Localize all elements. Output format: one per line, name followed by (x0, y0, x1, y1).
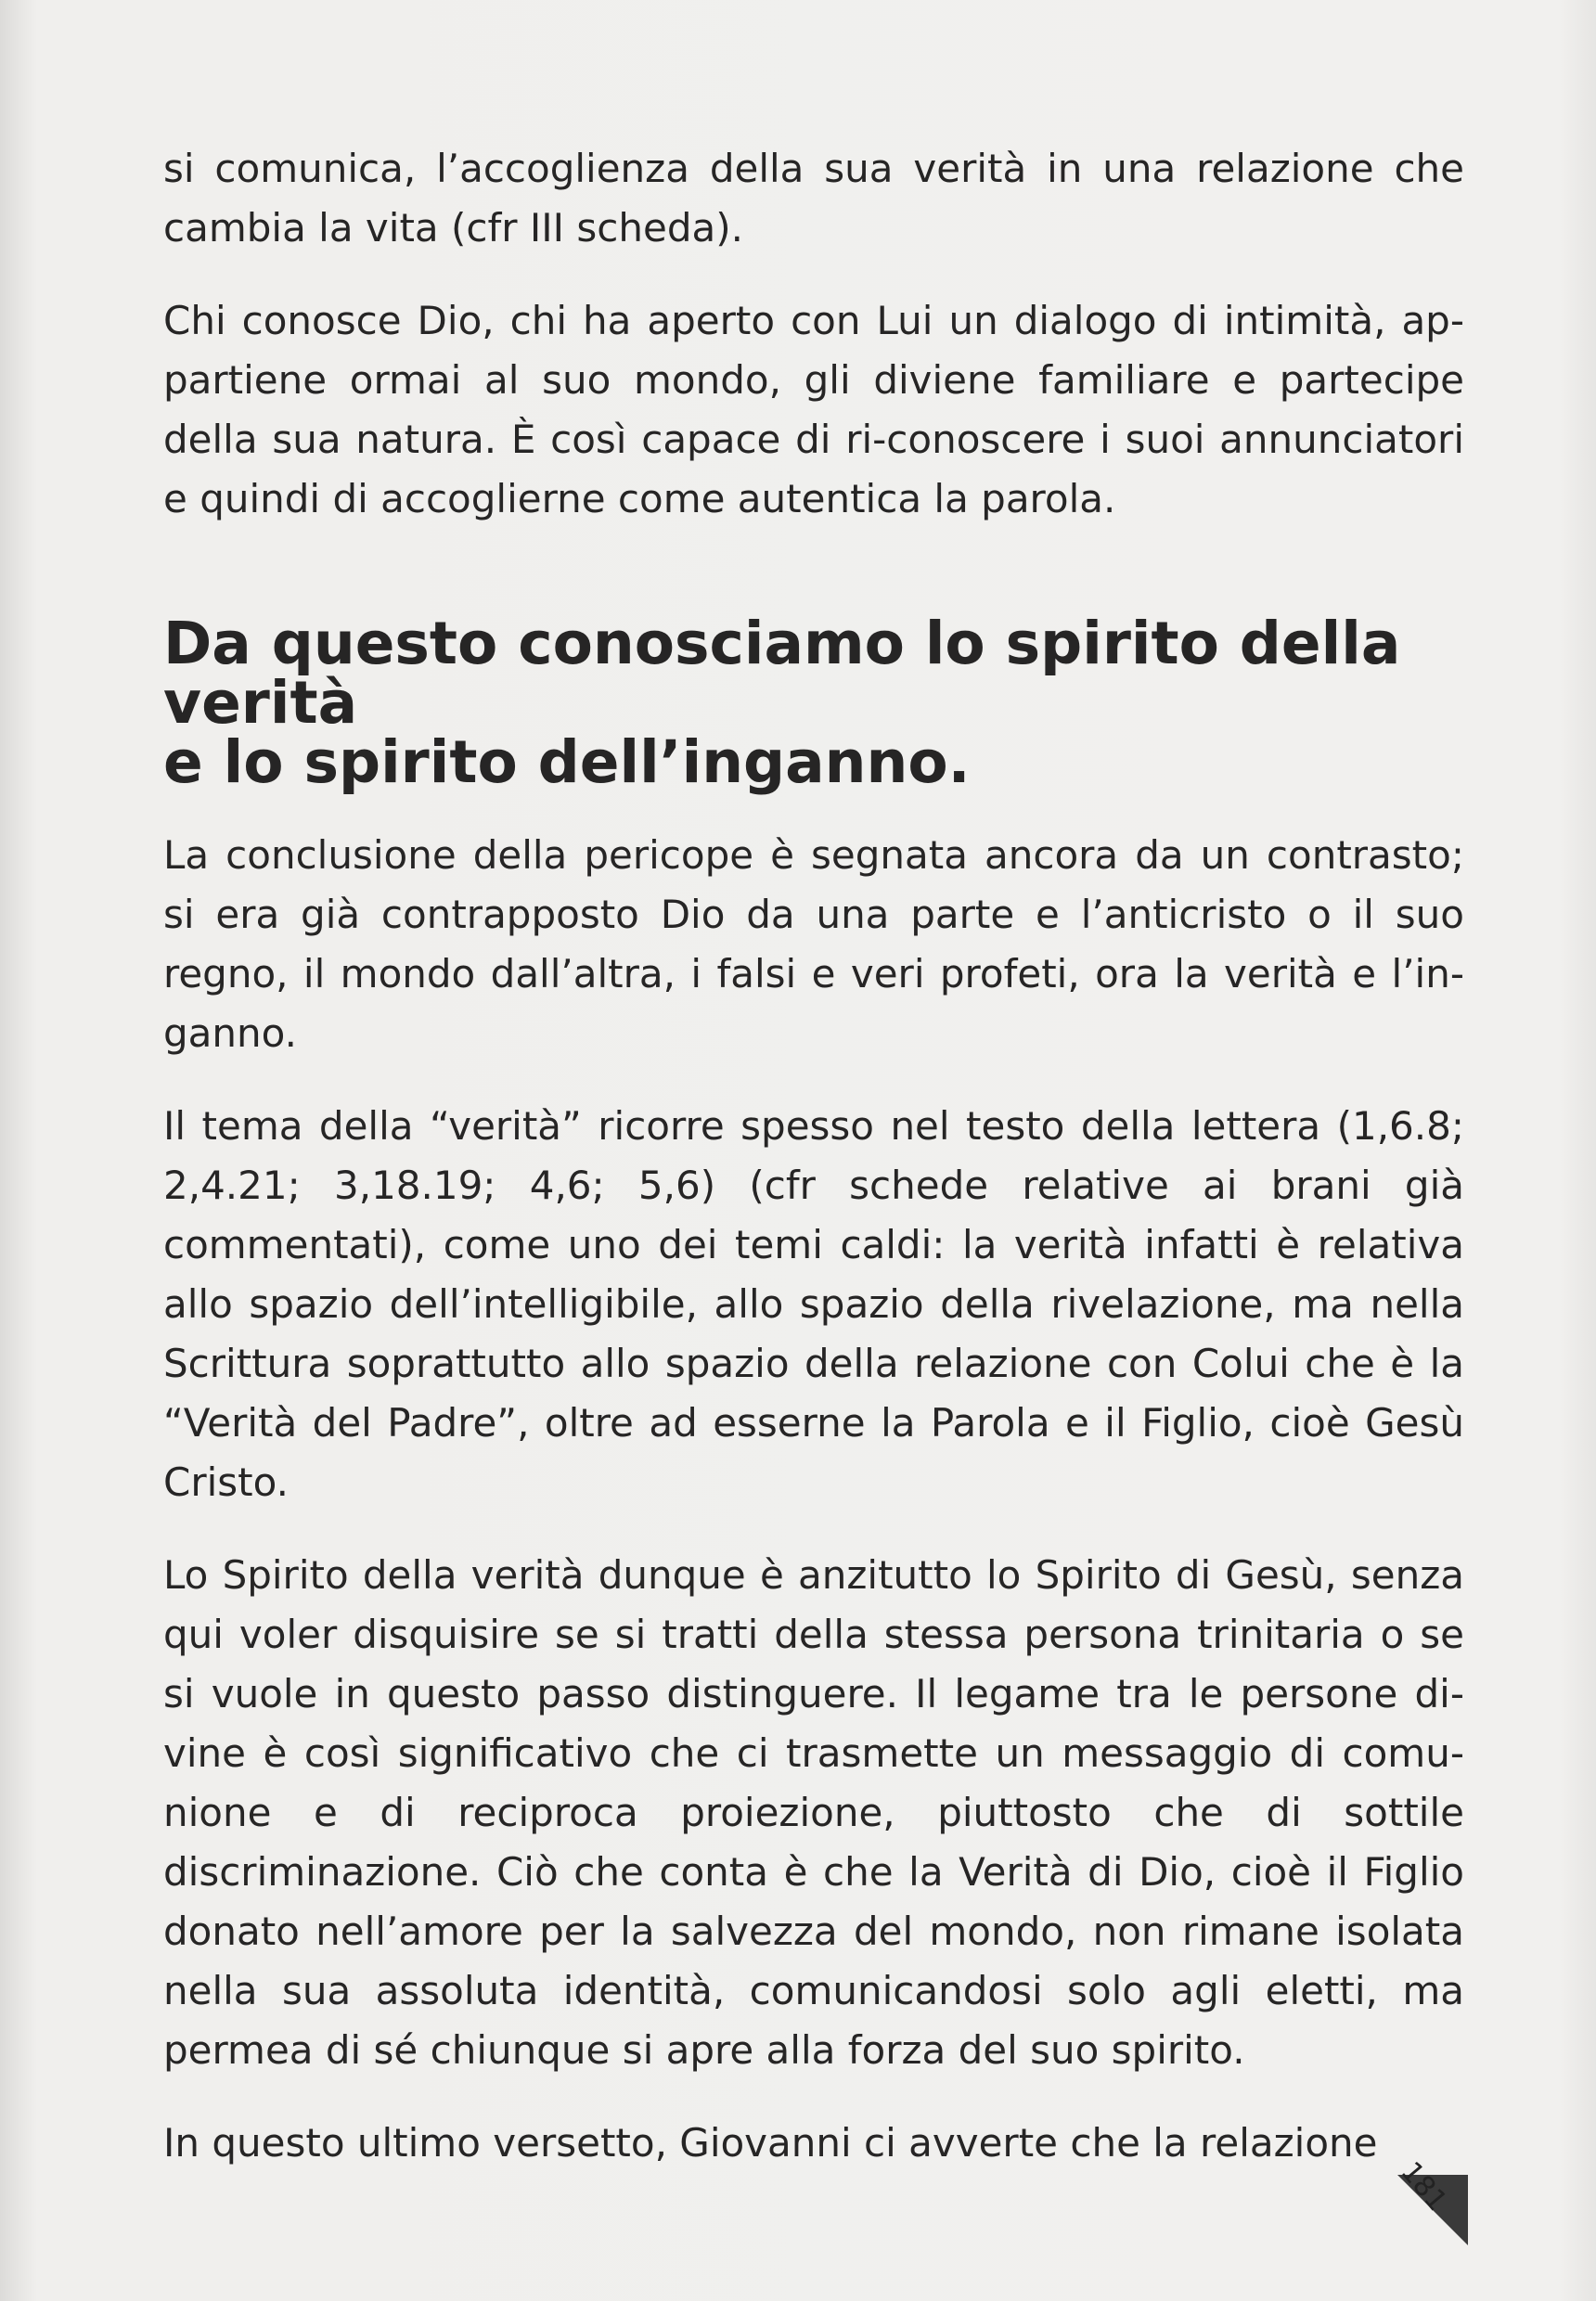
section-heading-line-2: e lo spirito dell’inganno. (163, 728, 971, 796)
page-number: 181 (1394, 2155, 1454, 2217)
paragraph-last-verse: In questo ultimo versetto, Giovanni ci avverte che la relazione (163, 2120, 1378, 2166)
paragraph-knowing-god: Chi conosce Dio, chi ha aperto con Lui un dialogo di intimità, appartiene ormai al suo mondo, gli diviene familiare e partecipe della sua natura. È così capace di ri-conoscere i suoi annunciatori e quindi di accoglierne come autentica la parola. (163, 298, 1464, 521)
section-heading (163, 610, 1464, 796)
page-body (163, 139, 1464, 2173)
paragraph-conclusion: La conclusione della pericope è segnata ancora da un contrasto; si era già contrapposto Dio da una parte e l’anticristo o il suo regno, il mondo dall’altra, i falsi e veri profeti, ora la verità e l’inganno. (163, 832, 1464, 1056)
paragraph-truth-theme: Il tema della “verità” ricorre spesso nel testo della lettera (1,6.8; 2,4.21; 3,18.19; 4,6; 5,6) (cfr schede relative ai brani già commentati), come uno dei temi caldi: la verità infatti è relativa allo spazio dell’intelligibile, allo spazio della rivelazione, ma nella Scrittura soprattutto allo spazio della relazione con Colui che è la “Verità del Padre”, oltre ad esserne la Parola e il Figlio, cioè Gesù Cristo. (163, 1103, 1464, 1505)
section-heading-line-1: Da questo conosciamo lo spirito della verità (163, 610, 1401, 737)
paragraph-spirit-of-truth: Lo Spirito della verità dunque è anzitutto lo Spirito di Gesù, senza qui voler disquisire se si tratti della stessa persona trinitaria o se si vuole in questo passo distinguere. Il legame tra le persone divine è così significativo che ci trasmette un messaggio di comunione e di reciproca proiezione, piuttosto che di sottile discriminazione. Ciò che conta è che la Verità di Dio, cioè il Figlio donato nell’amore per la salvezza del mondo, non rimane isolata nella sua assoluta identità, comunicandosi solo agli eletti, ma permea di sé chiunque si apre alla forza del suo spirito. (163, 1552, 1464, 2073)
paragraph-continuation: si comunica, l’accoglienza della sua verità in una relazione che cambia la vita (cfr III scheda). (163, 146, 1464, 251)
